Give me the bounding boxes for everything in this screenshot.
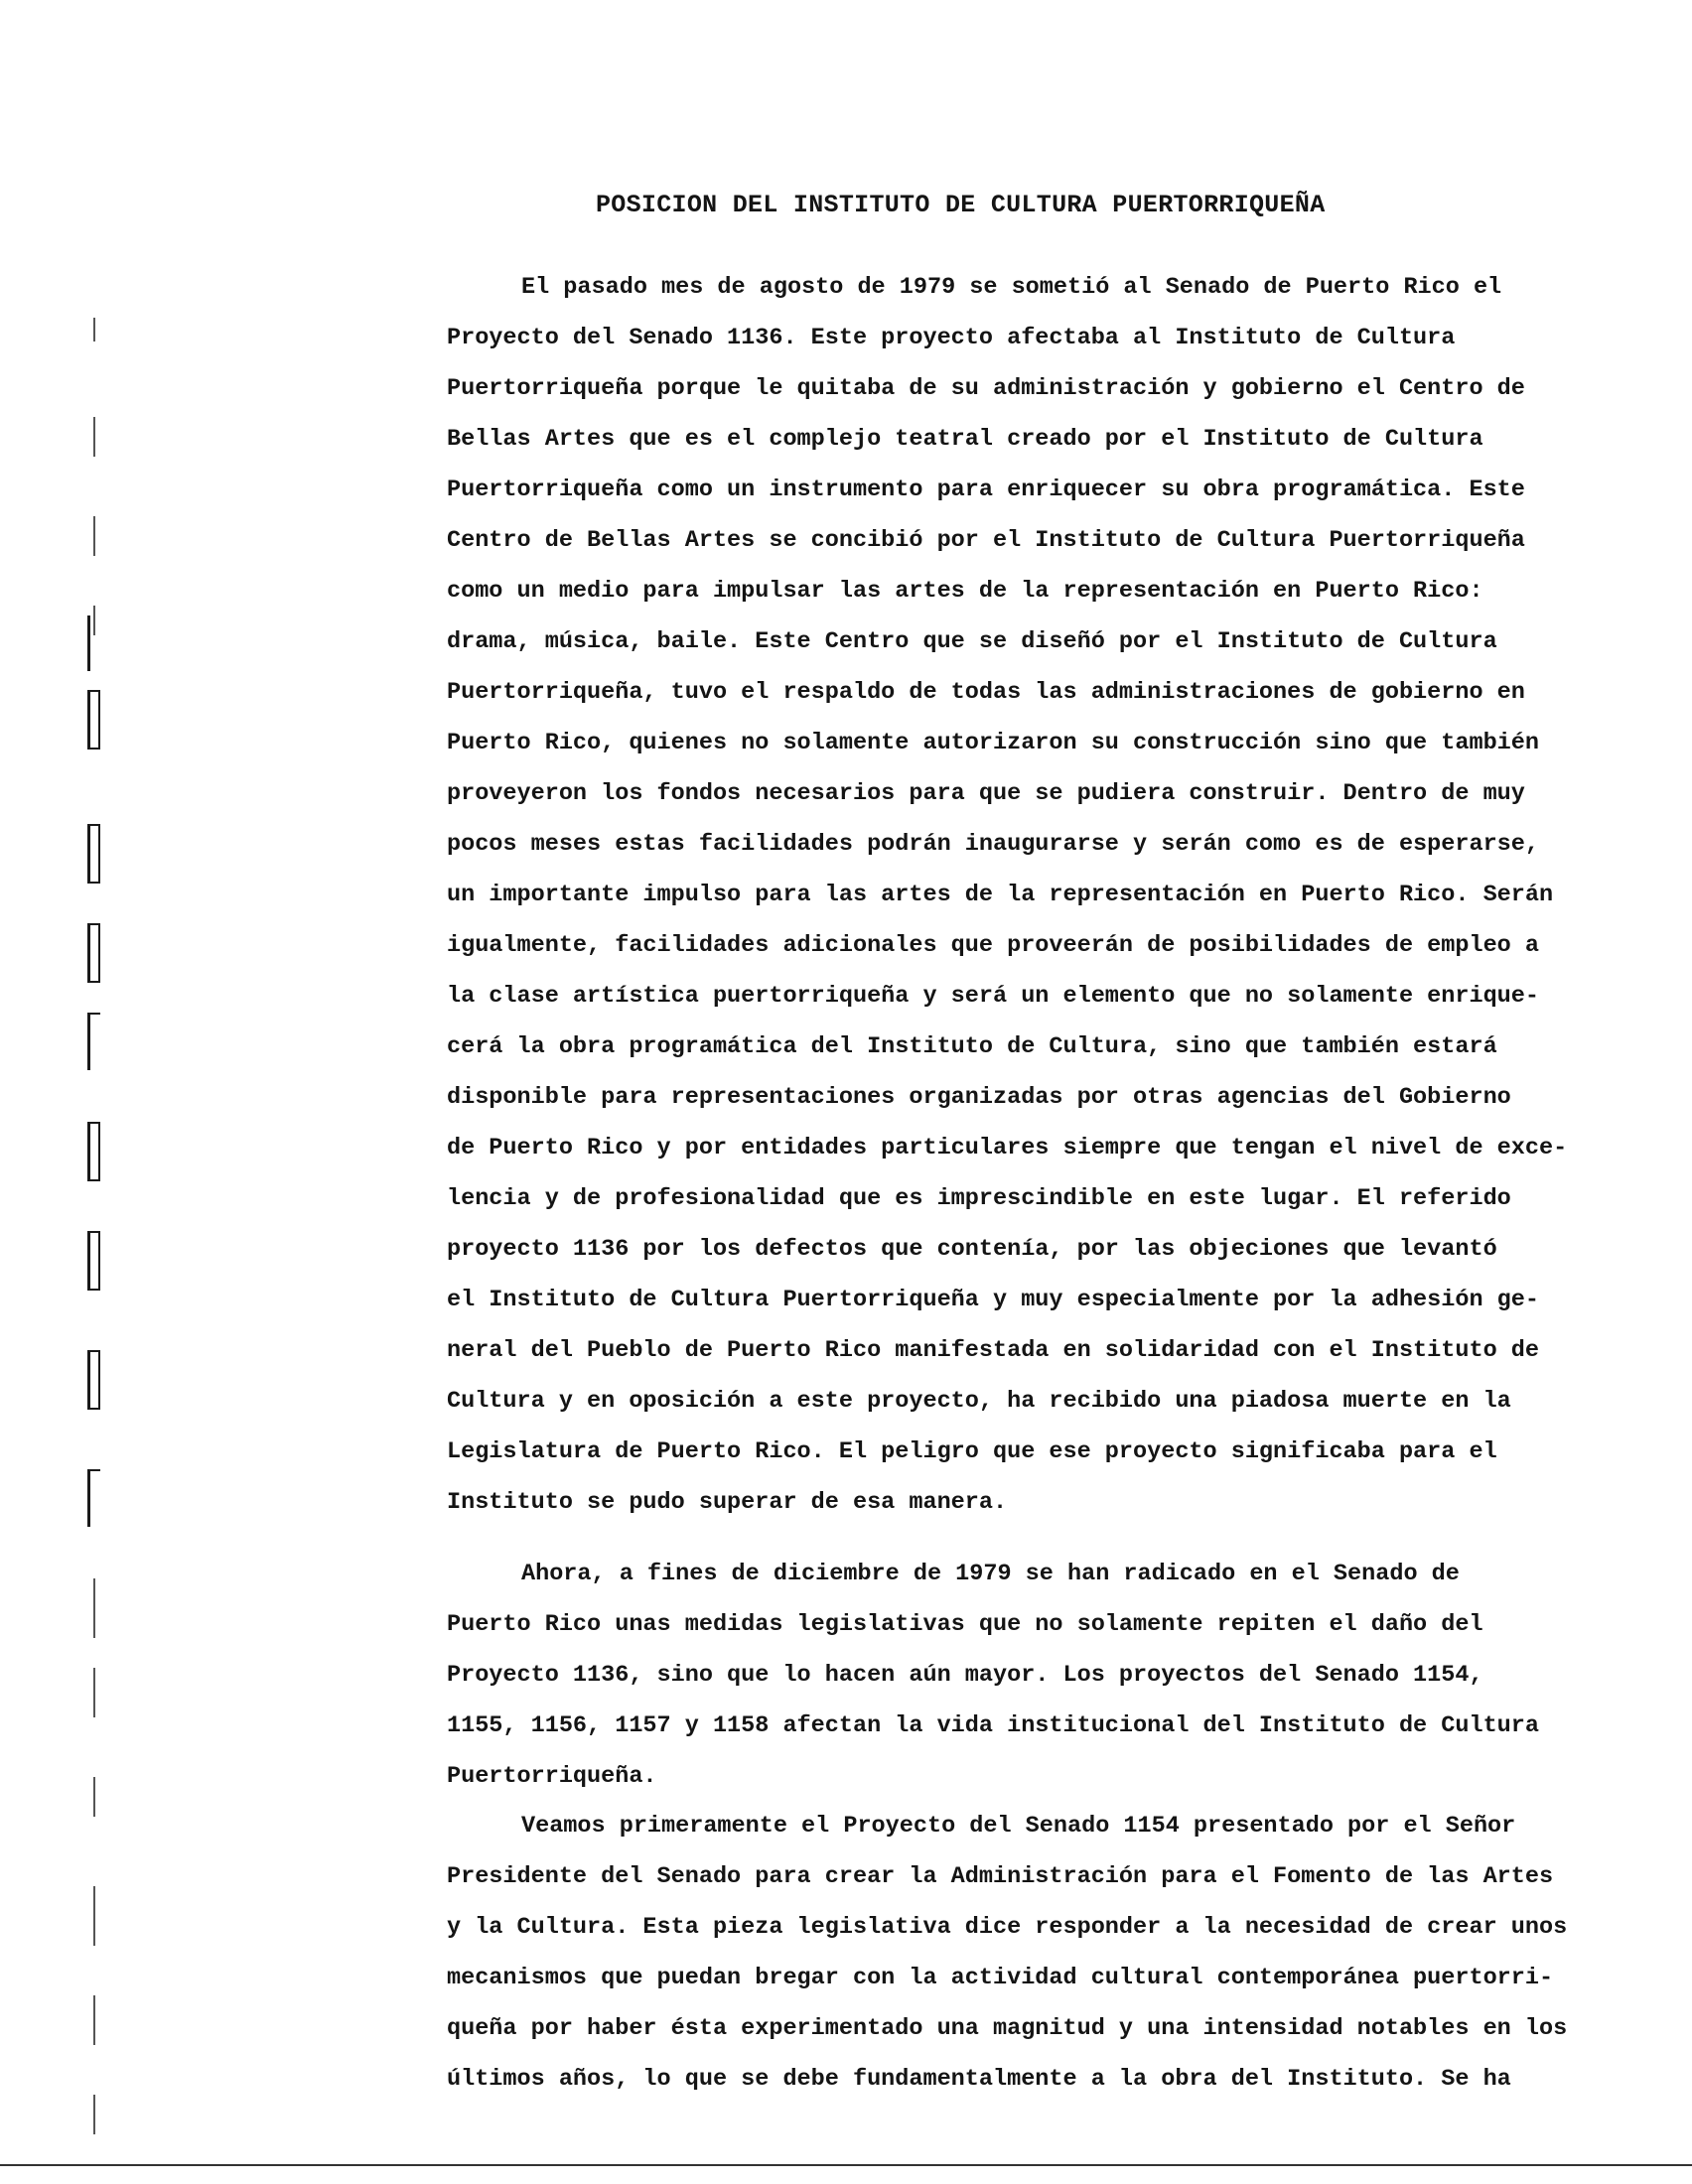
binder-mark [87,1122,100,1181]
text-line: Puertorriqueña como un instrumento para enriquecer su obra programática. Este [447,477,1525,503]
text-line: y la Cultura. Esta pieza legislativa dice responder a la necesidad de crear unos [447,1914,1568,1941]
text-line: Proyecto 1136, sino que lo hacen aún mayor. Los proyectos del Senado 1154, [447,1662,1483,1689]
binder-mark [87,923,100,983]
text-line: la clase artística puertorriqueña y será un elemento que no solamente enrique- [447,983,1539,1010]
margin-tick [93,2095,95,2134]
text-line: mecanismos que puedan bregar con la actividad cultural contemporánea puertorri- [447,1965,1554,1991]
text-line: neral del Pueblo de Puerto Rico manifestada en solidaridad con el Instituto de [447,1337,1539,1364]
text-line: igualmente, facilidades adicionales que proveerán de posibilidades de empleo a [447,932,1539,959]
text-line: lencia y de profesionalidad que es imprescindible en este lugar. El referido [447,1185,1511,1212]
text-line: el Instituto de Cultura Puertorriqueña y muy especialmente por la adhesión ge- [447,1287,1539,1313]
text-line: 1155, 1156, 1157 y 1158 afectan la vida institucional del Instituto de Cultura [447,1712,1539,1739]
text-line: Presidente del Senado para crear la Administración para el Fomento de las Artes [447,1863,1554,1890]
scan-margin-artifacts [70,119,149,2164]
margin-tick [93,516,95,556]
text-line: Ahora, a fines de diciembre de 1979 se han radicado en el Senado de [521,1561,1460,1587]
text-line: un importante impulso para las artes de la representación en Puerto Rico. Serán [447,882,1554,908]
text-line: cerá la obra programática del Instituto de Cultura, sino que también estará [447,1033,1497,1060]
binder-mark [87,1231,100,1291]
text-line: Puerto Rico, quienes no solamente autorizaron su construcción sino que también [447,730,1539,756]
margin-tick [93,1777,95,1817]
paragraph [447,262,1599,1528]
text-line: pocos meses estas facilidades podrán inaugurarse y serán como es de esperarse, [447,831,1539,858]
margin-tick [93,1995,95,2045]
text-line: proyecto 1136 por los defectos que contenía, por las objeciones que levantó [447,1236,1497,1263]
paragraph [447,1549,1599,1802]
text-line: Bellas Artes que es el complejo teatral creado por el Instituto de Cultura [447,426,1483,453]
binder-mark [87,1469,100,1527]
binder-mark [87,690,100,750]
text-line: Proyecto del Senado 1136. Este proyecto afectaba al Instituto de Cultura [447,325,1456,351]
margin-tick [93,606,95,635]
margin-tick [93,1668,95,1717]
text-line: Cultura y en oposición a este proyecto, ha recibido una piadosa muerte en la [447,1388,1511,1415]
text-line: Puertorriqueña, tuvo el respaldo de todas las administraciones de gobierno en [447,679,1525,706]
bottom-rule [0,2164,1692,2166]
text-line: queña por haber ésta experimentado una magnitud y una intensidad notables en los [447,2015,1568,2042]
text-line: Instituto se pudo superar de esa manera. [447,1489,1008,1516]
binder-mark [87,1350,100,1410]
paragraph [447,1801,1599,2105]
document-title: POSICION DEL INSTITUTO DE CULTURA PUERTORRIQUEÑA [596,191,1326,219]
binder-mark [87,824,100,884]
binder-mark [87,1013,100,1070]
text-line: disponible para representaciones organizadas por otras agencias del Gobierno [447,1084,1511,1111]
text-line: El pasado mes de agosto de 1979 se sometió al Senado de Puerto Rico el [521,274,1502,301]
margin-tick [93,1578,95,1638]
text-line: Puertorriqueña. [447,1763,657,1790]
text-line: drama, música, baile. Este Centro que se diseñó por el Instituto de Cultura [447,628,1497,655]
text-line: Puerto Rico unas medidas legislativas que no solamente repiten el daño del [447,1611,1483,1638]
text-line: como un medio para impulsar las artes de la representación en Puerto Rico: [447,578,1483,605]
text-line: Centro de Bellas Artes se concibió por el Instituto de Cultura Puertorriqueña [447,527,1525,554]
text-line: Legislatura de Puerto Rico. El peligro que ese proyecto significaba para el [447,1438,1497,1465]
margin-tick [93,318,95,341]
margin-tick [93,1886,95,1946]
text-line: Puertorriqueña porque le quitaba de su administración y gobierno el Centro de [447,375,1525,402]
text-line: últimos años, lo que se debe fundamentalmente a la obra del Instituto. Se ha [447,2066,1511,2093]
binder-mark [87,615,90,671]
text-line: Veamos primeramente el Proyecto del Senado 1154 presentado por el Señor [521,1813,1516,1840]
text-line: de Puerto Rico y por entidades particulares siempre que tengan el nivel de exce- [447,1135,1568,1161]
text-line: proveyeron los fondos necesarios para que se pudiera construir. Dentro de muy [447,780,1525,807]
margin-tick [93,417,95,457]
